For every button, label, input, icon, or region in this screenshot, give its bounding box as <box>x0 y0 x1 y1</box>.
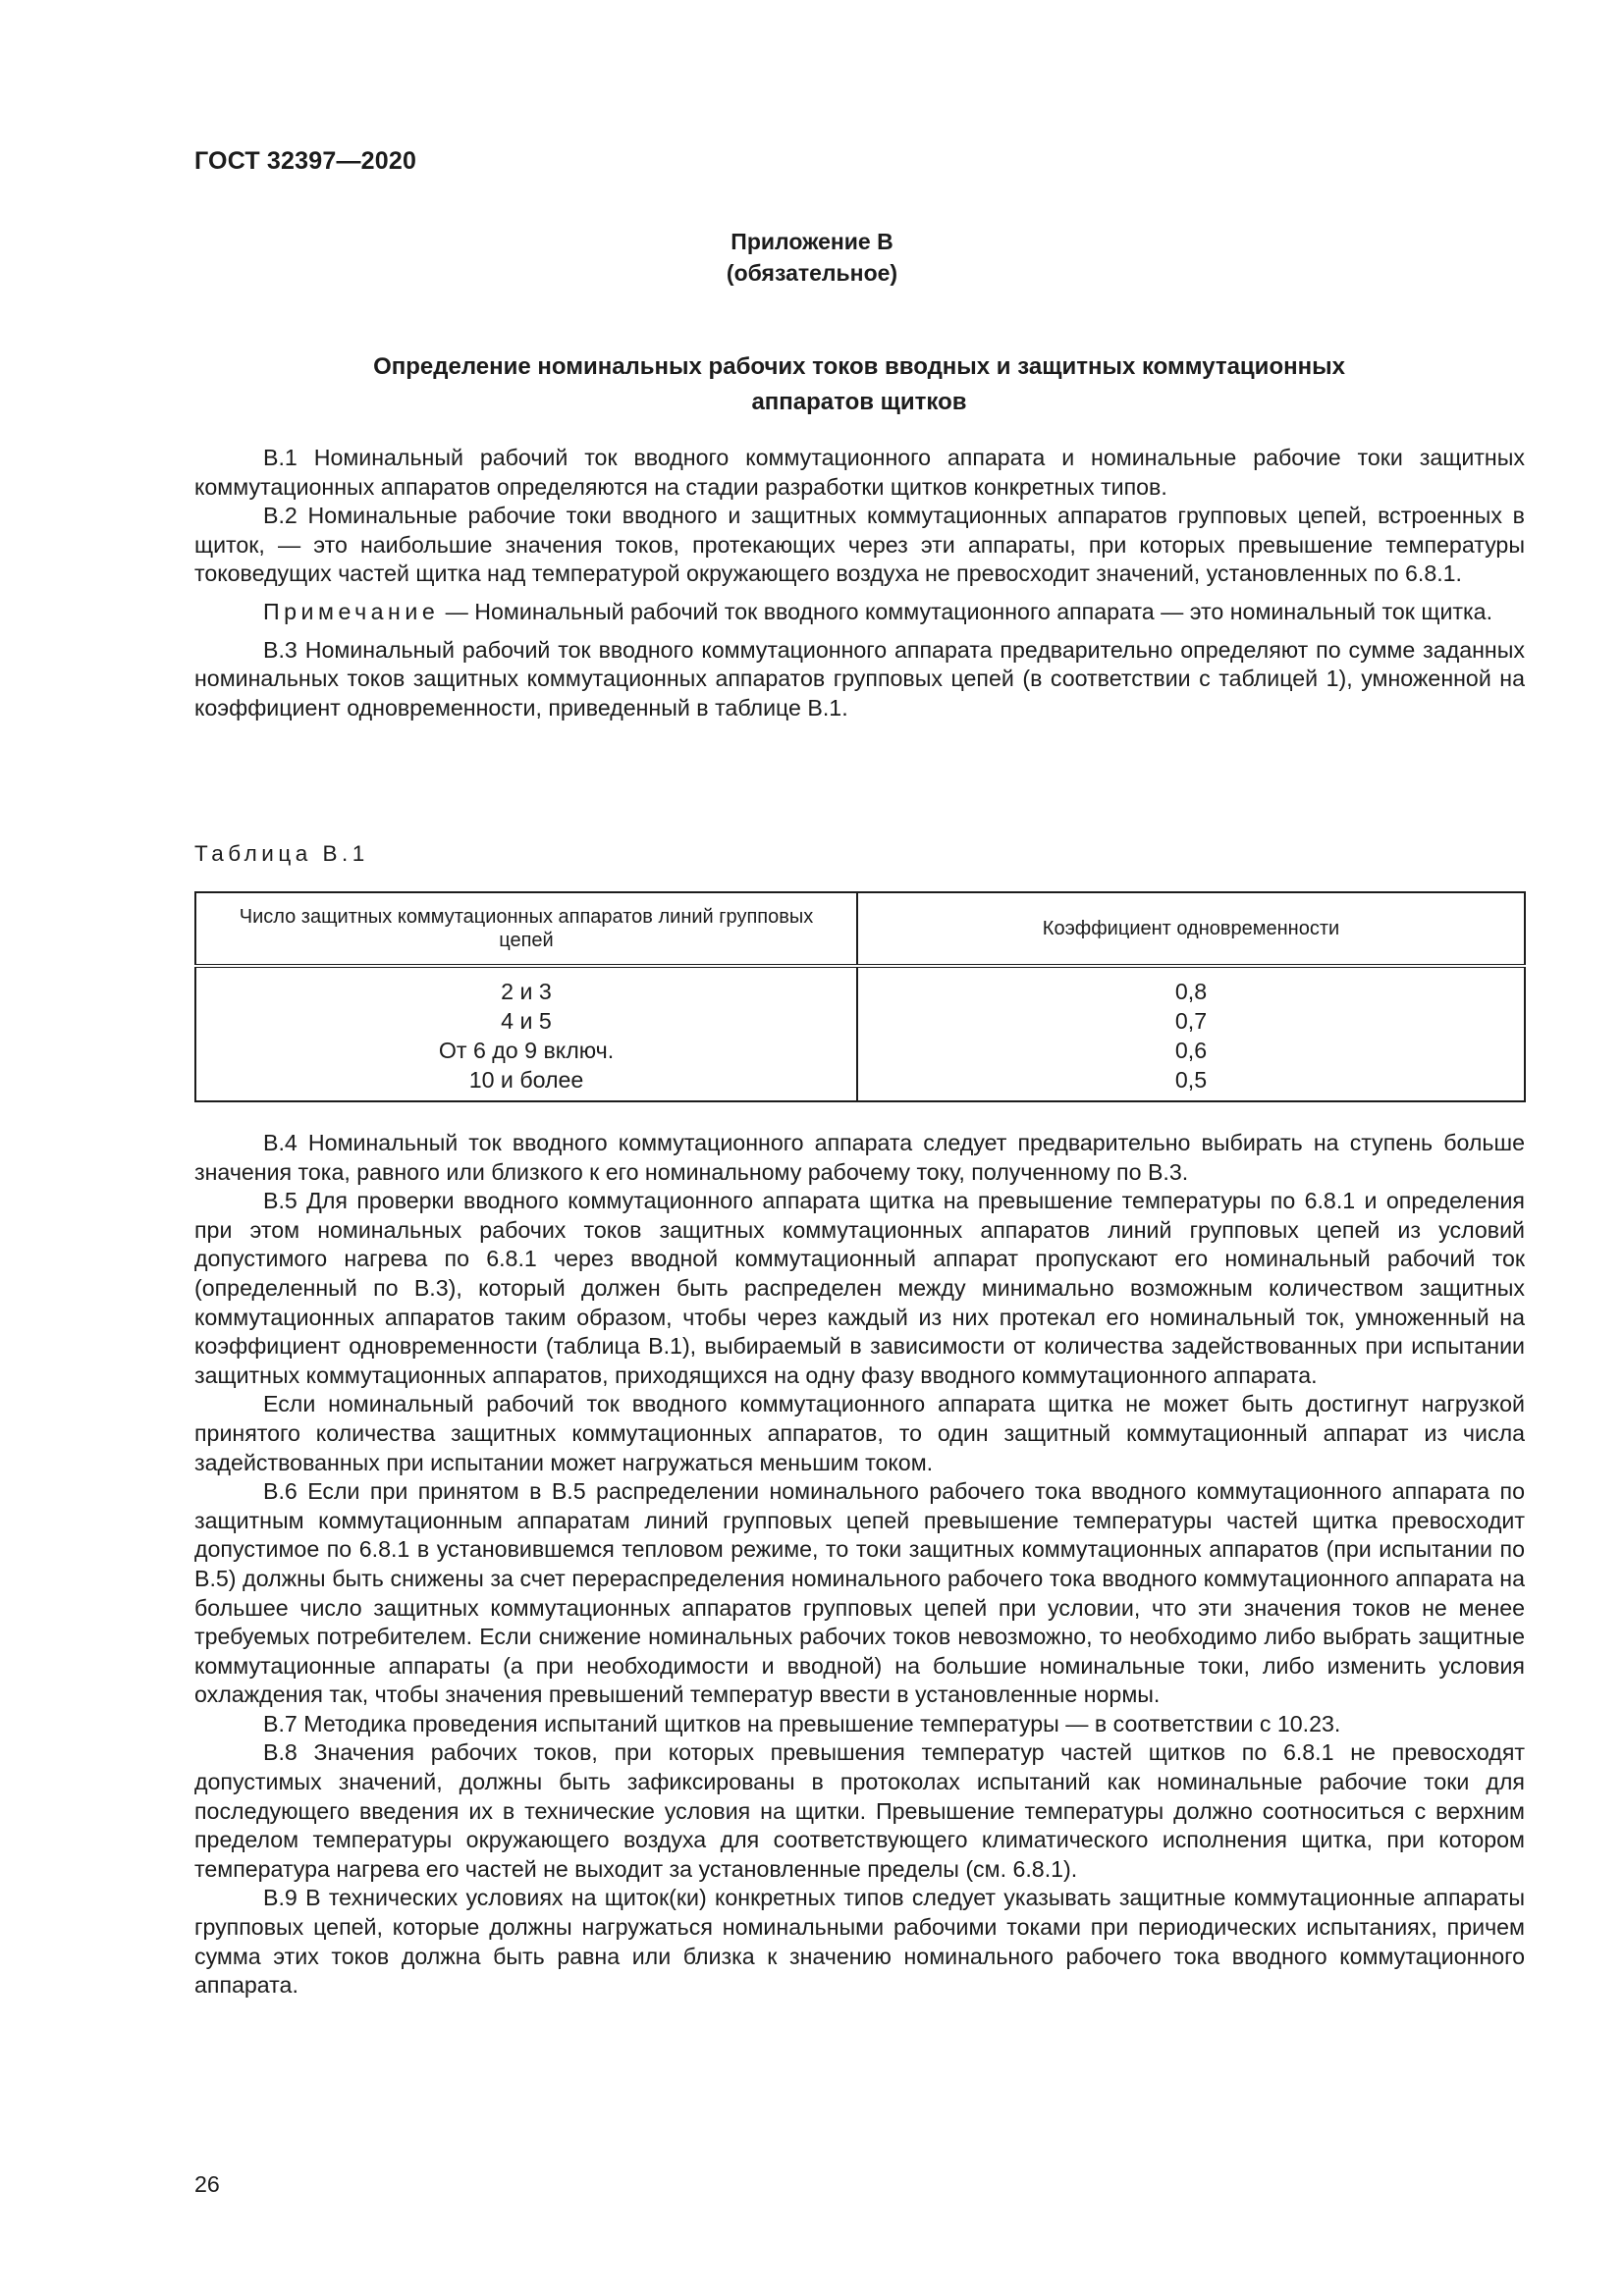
paragraph-b7: В.7 Методика проведения испытаний щитков на превышение температуры — в соответствии с 10.23. <box>263 1710 1341 1736</box>
cell-count: 10 и более <box>195 1065 857 1101</box>
page-number: 26 <box>194 2171 220 2197</box>
table-caption: Таблица В.1 <box>194 841 369 866</box>
cell-coefficient: 0,6 <box>857 1036 1525 1065</box>
paragraph-b4: В.4 Номинальный ток вводного коммутационного аппарата следует предварительно выбирать на ступень больше значения тока, равного или близкого к его номинальному рабочему току, полученному по В.3. <box>194 1130 1525 1185</box>
paragraph-b6: В.6 Если при принятом в В.5 распределении номинального рабочего тока вводного коммутационного аппарата по защитным коммутационным аппаратам линий групповых цепей превышение температуры частей щитка превосходит допустимое по 6.8.1 в установившемся тепловом режиме, то токи защитных коммутационных аппаратов (при испытании по В.5) должны быть снижены за счет перераспределения номинального рабочего тока вводного коммутационного аппарата на большее число защитных коммутационных аппаратов групповых цепей при условии, что эти значения токов не менее требуемых потребителем. Если снижение номинальных рабочих токов невозможно, то необходимо либо выбрать защитные коммутационные аппараты (а при необходимости и вводной) на большие номинальные токи, либо изменить условия охлаждения так, чтобы значения превышений температур ввести в установленные нормы. <box>194 1478 1525 1708</box>
annex-title-line-2: аппаратов щитков <box>751 389 967 415</box>
note-label: Примечание <box>263 598 440 624</box>
col-header-count: Число защитных коммутационных аппаратов линий групповых цепей <box>195 892 857 966</box>
paragraph-b3: В.3 Номинальный рабочий ток вводного коммутационного аппарата предварительно определяют по сумме заданных номинальных токов защитных коммутационных аппаратов групповых цепей (в соответствии с таблицей 1), умноженной на коэффициент одновременности, приведенный в таблице В.1. <box>194 636 1525 721</box>
table-header-row <box>195 892 1525 966</box>
note <box>194 598 1525 627</box>
paragraph-b2: В.2 Номинальные рабочие токи вводного и защитных коммутационных аппаратов групповых цепей, встроенных в щиток, — это наибольшие значения токов, протекающих через эти аппараты, при которых превышение температуры токоведущих частей щитка над температурой окружающего воздуха не превосходит значений, установленных по 6.8.1. <box>194 503 1525 587</box>
annex-title <box>255 349 1463 420</box>
col-header-coefficient: Коэффициент одновременности <box>857 892 1525 966</box>
body-text-bottom <box>194 1129 1525 2001</box>
cell-coefficient: 0,8 <box>857 966 1525 1006</box>
annex-heading <box>0 226 1624 289</box>
table-row <box>195 966 1525 1006</box>
paragraph-b1: В.1 Номинальный рабочий ток вводного коммутационного аппарата и номинальные рабочие токи защитных коммутационных аппаратов определяются на стадии разработки щитков конкретных типов. <box>194 445 1525 500</box>
paragraph-b9: В.9 В технических условиях на щиток(ки) конкретных типов следует указывать защитные коммутационные аппараты групповых цепей, которые должны нагружаться номинальными рабочими токами при периодических испытаниях, причем сумма этих токов должна быть равна или близка к значению номинального рабочего тока вводного коммутационного аппарата. <box>194 1885 1525 1999</box>
cell-count: 2 и 3 <box>195 966 857 1006</box>
document-code: ГОСТ 32397—2020 <box>194 147 417 175</box>
annex-title-line-1: Определение номинальных рабочих токов вводных и защитных коммутационных <box>373 353 1345 380</box>
note-text: — Номинальный рабочий ток вводного коммутационного аппарата — это номинальный ток щитка. <box>439 598 1493 624</box>
cell-coefficient: 0,7 <box>857 1006 1525 1036</box>
cell-coefficient: 0,5 <box>857 1065 1525 1101</box>
body-text-top <box>194 444 1525 722</box>
cell-count: От 6 до 9 включ. <box>195 1036 857 1065</box>
paragraph-b5: В.5 Для проверки вводного коммутационного аппарата щитка на превышение температуры по 6.8.1 и определения при этом номинальных рабочих токов защитных коммутационных аппаратов линий групповых цепей из условий допустимого нагрева по 6.8.1 через вводной коммутационный аппарат пропускают его номинальный рабочий ток (определенный по В.3), который должен быть распределен между минимально возможным количеством защитных коммутационных аппаратов таким образом, чтобы через каждый из них протекал его номинальный ток, умноженный на коэффициент одновременности (таблица В.1), выбираемый в зависимости от количества задействованных при испытании защитных коммутационных аппаратов, приходящихся на одну фазу вводного коммутационного аппарата. <box>194 1188 1525 1388</box>
annex-status: (обязательное) <box>726 260 898 286</box>
paragraph-b5-continued: Если номинальный рабочий ток вводного коммутационного аппарата щитка не может быть достигнут нагрузкой принятого количества защитных коммутационных аппаратов, то один защитный коммутационный аппарат из числа задействованных при испытании может нагружаться меньшим током. <box>194 1391 1525 1475</box>
paragraph-b8: В.8 Значения рабочих токов, при которых превышения температур частей щитков по 6.8.1 не превосходят допустимых значений, должны быть зафиксированы в протоколах испытаний как номинальные рабочие токи для последующего введения их в технические условия на щитки. Превышение температуры должно соотноситься с верхним пределом температуры окружающего воздуха для соответствующего климатического исполнения щитка, при котором температура нагрева его частей не выходит за установленные пределы (см. 6.8.1). <box>194 1739 1525 1882</box>
coefficient-table <box>194 891 1526 1102</box>
cell-count: 4 и 5 <box>195 1006 857 1036</box>
table-row <box>195 1036 1525 1065</box>
annex-label: Приложение В <box>731 229 893 254</box>
table-row <box>195 1006 1525 1036</box>
table-row <box>195 1065 1525 1101</box>
